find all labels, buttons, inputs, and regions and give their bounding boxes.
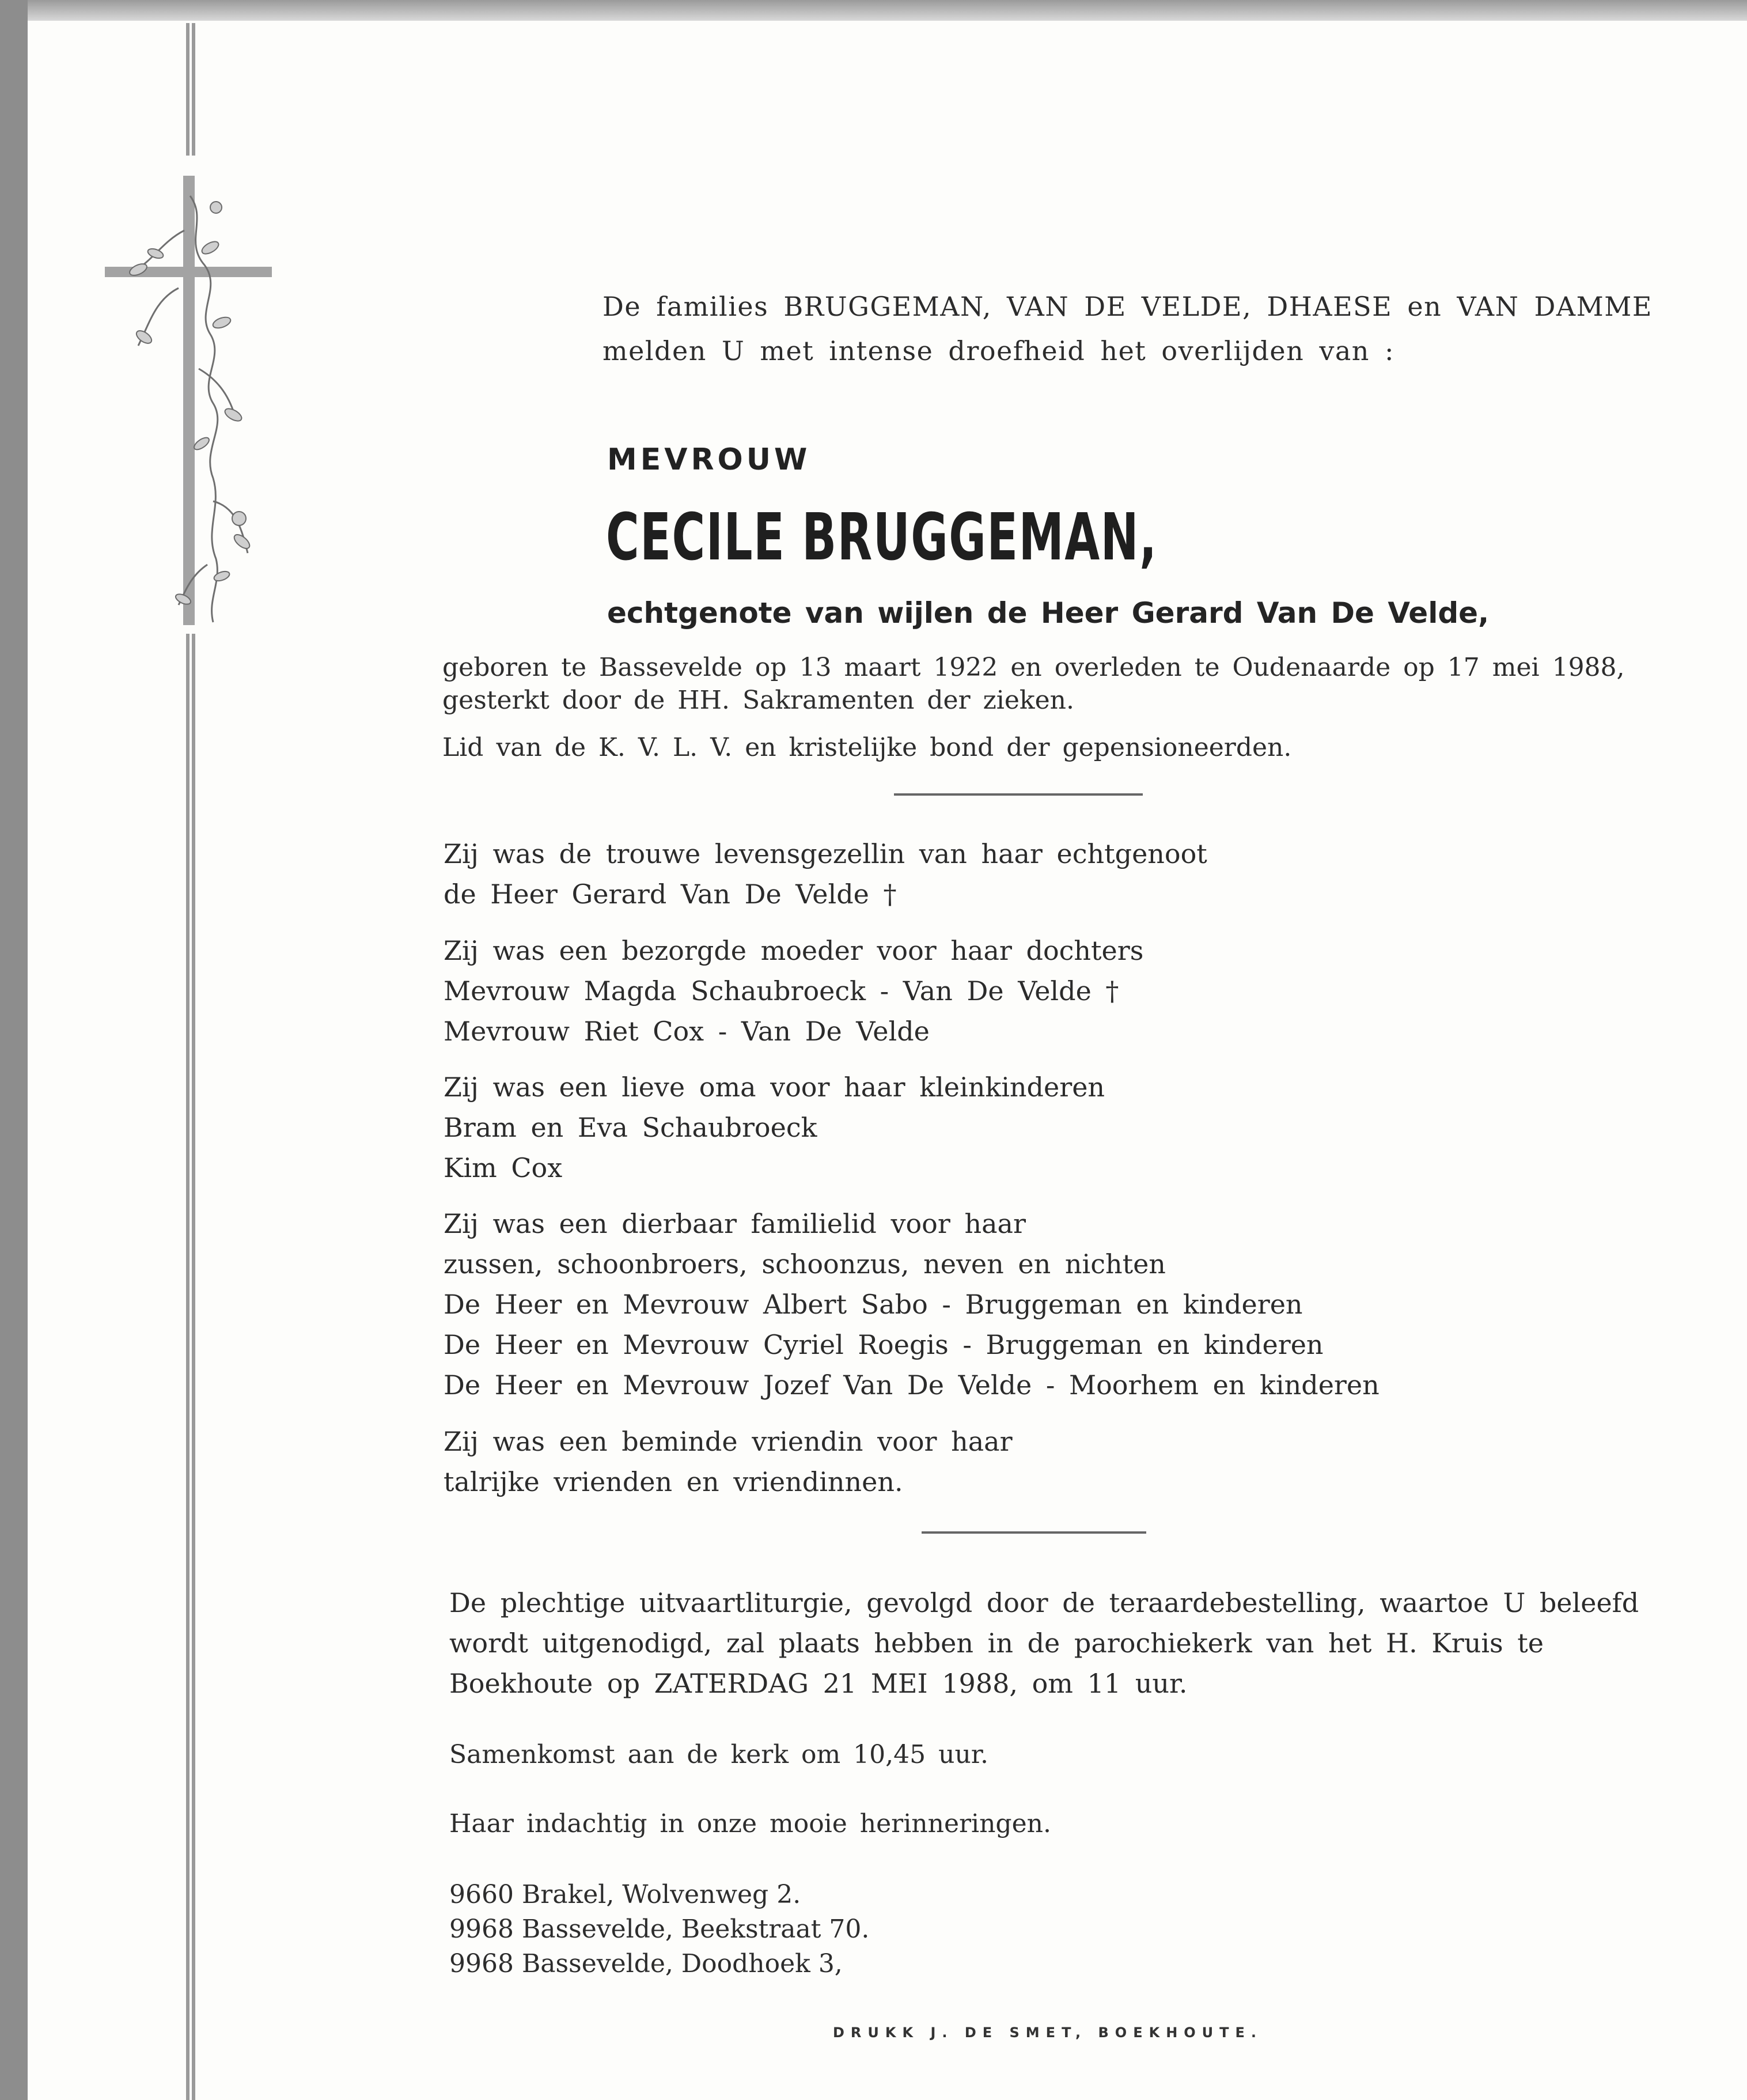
- membership-line: Lid van de K. V. L. V. en kristelijke bond der gepensioneerden.: [442, 733, 1292, 762]
- family-line: talrijke vrienden en vriendinnen.: [444, 1466, 903, 1497]
- deceased-title: MEVROUW: [607, 442, 811, 477]
- funeral-line-1: De plechtige uitvaartliturgie, gevolgd door de teraardebestelling, waartoe U beleefd: [449, 1587, 1639, 1618]
- family-line: Zij was de trouwe levensgezellin van haar echtgenoot: [444, 838, 1207, 869]
- family-line: zussen, schoonbroers, schoonzus, neven en nichten: [444, 1248, 1166, 1280]
- scan-top-edge: [0, 0, 1747, 21]
- address-line: 9968 Bassevelde, Doodhoek 3,: [449, 1949, 843, 1978]
- deceased-name: CECILE BRUGGEMAN,: [606, 500, 1158, 575]
- printer-imprint: DRUKK J. DE SMET, BOEKHOUTE.: [833, 2025, 1263, 2041]
- cross-with-vine-icon: [98, 23, 282, 2100]
- deceased-spouse: echtgenote van wijlen de Heer Gerard Van De Velde,: [607, 596, 1490, 630]
- sacraments-line: gesterkt door de HH. Sakramenten der zieken.: [442, 686, 1074, 715]
- funeral-line-2: wordt uitgenodigd, zal plaats hebben in de parochiekerk van het H. Kruis te: [449, 1628, 1544, 1659]
- funeral-line-3: Boekhoute op ZATERDAG 21 MEI 1988, om 11 uur.: [449, 1668, 1188, 1699]
- family-line: Zij was een beminde vriendin voor haar: [444, 1426, 1013, 1457]
- family-line: Zij was een lieve oma voor haar kleinkinderen: [444, 1072, 1105, 1103]
- family-line: de Heer Gerard Van De Velde †: [444, 879, 897, 910]
- family-line: De Heer en Mevrouw Albert Sabo - Bruggeman en kinderen: [444, 1289, 1303, 1320]
- gathering-line: Samenkomst aan de kerk om 10,45 uur.: [449, 1740, 988, 1769]
- family-line: Mevrouw Magda Schaubroeck - Van De Velde †: [444, 975, 1119, 1007]
- family-line: Kim Cox: [444, 1152, 563, 1183]
- scan-left-edge: [0, 0, 28, 2100]
- divider-1: [894, 793, 1143, 796]
- family-line: Zij was een dierbaar familielid voor haar: [444, 1208, 1026, 1239]
- remembrance-line: Haar indachtig in onze mooie herinneringen.: [449, 1809, 1051, 1838]
- family-line: De Heer en Mevrouw Cyriel Roegis - Bruggeman en kinderen: [444, 1329, 1324, 1360]
- family-line: Mevrouw Riet Cox - Van De Velde: [444, 1016, 930, 1047]
- family-line: Zij was een bezorgde moeder voor haar dochters: [444, 935, 1144, 966]
- birth-death-line: geboren te Bassevelde op 13 maart 1922 en overleden te Oudenaarde op 17 mei 1988,: [442, 653, 1625, 682]
- address-line: 9660 Brakel, Wolvenweg 2.: [449, 1880, 801, 1909]
- address-line: 9968 Bassevelde, Beekstraat 70.: [449, 1914, 870, 1944]
- divider-2: [922, 1531, 1146, 1534]
- intro-line-1: De families BRUGGEMAN, VAN DE VELDE, DHAESE en VAN DAMME: [602, 291, 1653, 322]
- family-line: De Heer en Mevrouw Jozef Van De Velde - Moorhem en kinderen: [444, 1369, 1380, 1401]
- intro-line-2: melden U met intense droefheid het overlijden van :: [602, 335, 1395, 366]
- family-line: Bram en Eva Schaubroeck: [444, 1112, 817, 1143]
